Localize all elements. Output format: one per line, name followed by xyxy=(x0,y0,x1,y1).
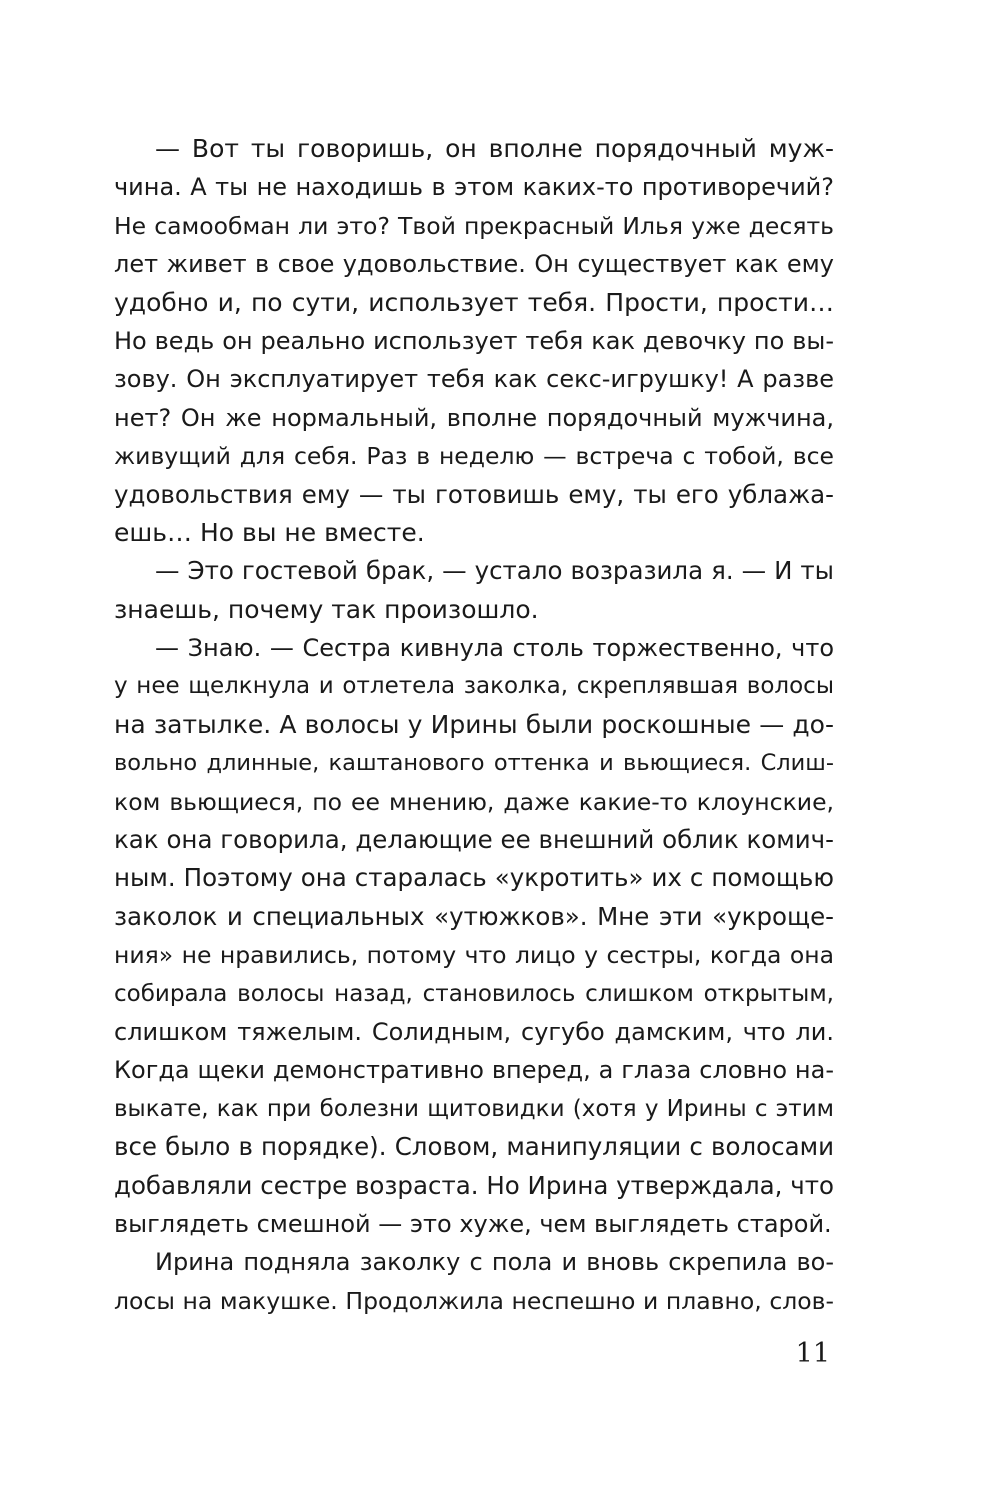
text-line: живущий для себя. Раз в неделю — встреча с тобой, все xyxy=(114,442,834,471)
text-line: ным. Поэтому она старалась «укротить» их с помощью xyxy=(114,863,834,893)
text-line: — Знаю. — Сестра кивнула столь торжественно, что xyxy=(155,634,834,663)
text-line: лет живет в свое удовольствие. Он существует как ему xyxy=(114,250,834,279)
text-line: Когда щеки демонстративно вперед, а глаза словно на- xyxy=(114,1056,834,1085)
text-line: удовольствия ему — ты готовишь ему, ты его ублажа- xyxy=(114,479,834,509)
text-line: на затылке. А волосы у Ирины были роскошные — до- xyxy=(114,709,834,739)
text-line: Ирина подняла заколку с пола и вновь скрепила во- xyxy=(155,1248,834,1277)
text-line: заколок и специальных «утюжков». Мне эти «укроще- xyxy=(114,901,834,931)
text-line: ешь… Но вы не вместе. xyxy=(114,517,425,547)
text-line: Не самообман ли это? Твой прекрасный Илья уже десять xyxy=(114,211,834,240)
text-line: зову. Он эксплуатирует тебя как секс-игрушку! А разве xyxy=(114,365,834,394)
text-line: как она говорила, делающие ее внешний облик комич- xyxy=(114,825,834,855)
text-line: выглядеть смешной — это хуже, чем выглядеть старой. xyxy=(114,1209,832,1238)
text-line: все было в порядке). Словом, манипуляции с волосами xyxy=(114,1132,834,1162)
text-line: чина. А ты не находишь в этом каких-то противоречий? xyxy=(114,173,834,202)
text-line: ком вьющиеся, по ее мнению, даже какие-то клоунские, xyxy=(114,787,834,816)
text-line: ния» не нравились, потому что лицо у сестры, когда она xyxy=(114,941,834,970)
text-line: добавляли сестре возраста. Но Ирина утверждала, что xyxy=(114,1170,834,1200)
text-line: собирала волосы назад, становилось слишком открытым, xyxy=(114,980,834,1007)
text-line: вольно длинные, каштанового оттенка и вьющиеся. Слиш- xyxy=(114,750,834,777)
page-number: 11 xyxy=(795,1338,830,1369)
text-line: выкате, как при болезни щитовидки (хотя у Ирины с этим xyxy=(114,1095,834,1122)
text-line: — Вот ты говоришь, он вполне порядочный муж- xyxy=(155,134,834,163)
text-line: — Это гостевой брак, — устало возразила я. — И ты xyxy=(155,556,834,586)
text-line: удобно и, по сути, использует тебя. Прости, прости… xyxy=(114,287,834,317)
text-line: у нее щелкнула и отлетела заколка, скреплявшая волосы xyxy=(114,673,834,700)
text-line: знаешь, почему так произошло. xyxy=(114,594,539,624)
text-line: Но ведь он реально использует тебя как девочку по вы- xyxy=(114,326,834,355)
body-text xyxy=(114,130,834,1320)
text-line: нет? Он же нормальный, вполне порядочный мужчина, xyxy=(114,403,834,432)
text-line: лосы на макушке. Продолжила неспешно и плавно, слов- xyxy=(114,1286,834,1315)
text-line: слишком тяжелым. Солидным, сугубо дамским, что ли. xyxy=(114,1017,834,1046)
